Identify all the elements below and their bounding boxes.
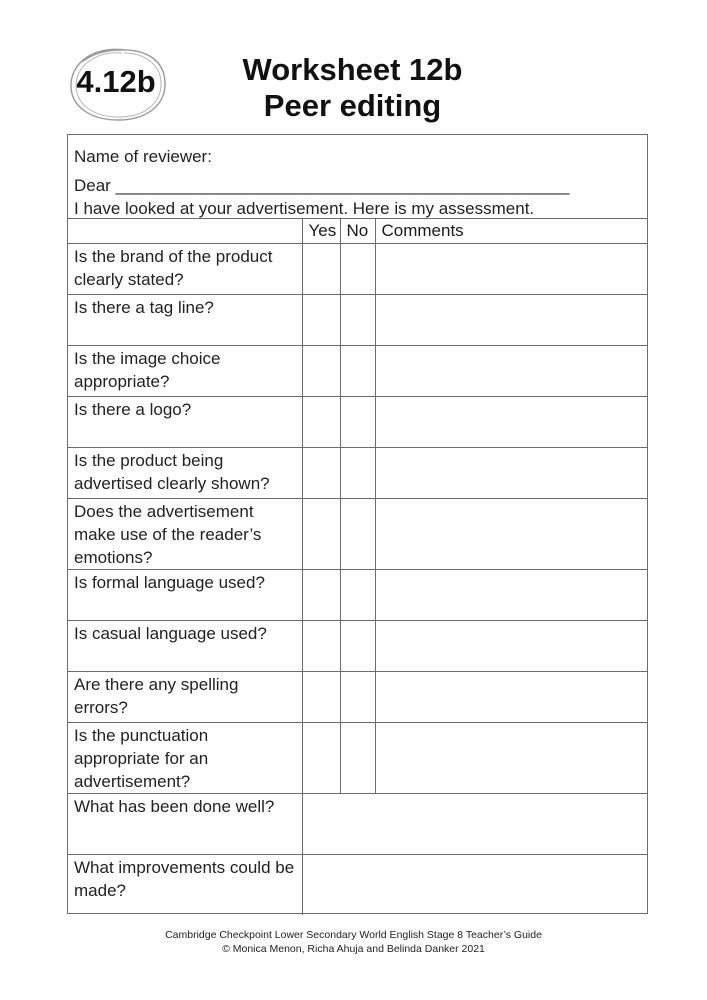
no-cell[interactable] (340, 569, 375, 620)
yes-cell[interactable] (302, 498, 340, 569)
answer-cell[interactable] (302, 793, 647, 854)
no-cell[interactable] (340, 722, 375, 793)
column-no: No (340, 219, 375, 243)
no-cell[interactable] (340, 447, 375, 498)
form-header (68, 135, 647, 219)
worksheet-number: 4.12b (76, 64, 156, 99)
column-yes: Yes (302, 219, 340, 243)
table-row (68, 243, 647, 294)
question-label: Are there any spelling errors? (68, 671, 302, 722)
comments-cell[interactable] (375, 294, 647, 345)
comments-cell[interactable] (375, 243, 647, 294)
comments-cell[interactable] (375, 396, 647, 447)
column-comments: Comments (375, 219, 647, 243)
table-row (68, 498, 647, 569)
no-cell[interactable] (340, 396, 375, 447)
title-line-2: Peer editing (263, 88, 442, 123)
table-row (68, 294, 647, 345)
open-question-label: What has been done well? (68, 793, 302, 854)
table-row (68, 345, 647, 396)
comments-cell[interactable] (375, 671, 647, 722)
table-row (68, 620, 647, 671)
table-row (68, 671, 647, 722)
worksheet-title (205, 52, 500, 124)
comments-cell[interactable] (375, 722, 647, 793)
no-cell[interactable] (340, 498, 375, 569)
comments-cell[interactable] (375, 569, 647, 620)
reviewer-name-label: Name of reviewer: (74, 147, 212, 166)
question-label: Is the brand of the product clearly stated? (68, 243, 302, 294)
question-label: Is there a tag line? (68, 294, 302, 345)
peer-editing-form (67, 134, 648, 914)
comments-cell[interactable] (375, 498, 647, 569)
table-row (68, 569, 647, 620)
question-label: Does the advertisement make use of the reader’s emotions? (68, 498, 302, 569)
question-label: Is the image choice appropriate? (68, 345, 302, 396)
question-label: Is casual language used? (68, 620, 302, 671)
question-label: Is formal language used? (68, 569, 302, 620)
no-cell[interactable] (340, 294, 375, 345)
table-row (68, 854, 647, 915)
table-header-row (68, 219, 647, 243)
table-row (68, 722, 647, 793)
no-cell[interactable] (340, 345, 375, 396)
yes-cell[interactable] (302, 447, 340, 498)
yes-cell[interactable] (302, 345, 340, 396)
comments-cell[interactable] (375, 345, 647, 396)
comments-cell[interactable] (375, 620, 647, 671)
yes-cell[interactable] (302, 243, 340, 294)
yes-cell[interactable] (302, 620, 340, 671)
question-label: Is the punctuation appropriate for an advertisement? (68, 722, 302, 793)
dear-line: Dear ________________________________________________ (74, 176, 570, 195)
question-label: Is there a logo? (68, 396, 302, 447)
yes-cell[interactable] (302, 294, 340, 345)
assessment-intro: I have looked at your advertisement. Here is my assessment. (74, 199, 535, 218)
question-label: Is the product being advertised clearly shown? (68, 447, 302, 498)
page-footer (0, 928, 707, 956)
open-question-label: What improvements could be made? (68, 854, 302, 915)
title-line-1: Worksheet 12b (242, 52, 463, 87)
header-blank (68, 219, 302, 243)
answer-cell[interactable] (302, 854, 647, 915)
worksheet-number-badge (66, 44, 170, 124)
yes-cell[interactable] (302, 671, 340, 722)
assessment-table (68, 219, 647, 915)
yes-cell[interactable] (302, 722, 340, 793)
table-row (68, 447, 647, 498)
no-cell[interactable] (340, 620, 375, 671)
yes-cell[interactable] (302, 396, 340, 447)
table-row (68, 793, 647, 854)
footer-copyright: © Monica Menon, Richa Ahuja and Belinda Danker 2021 (222, 943, 485, 955)
table-row (68, 396, 647, 447)
no-cell[interactable] (340, 671, 375, 722)
footer-book-title: Cambridge Checkpoint Lower Secondary World English Stage 8 Teacher’s Guide (165, 929, 542, 941)
no-cell[interactable] (340, 243, 375, 294)
comments-cell[interactable] (375, 447, 647, 498)
yes-cell[interactable] (302, 569, 340, 620)
